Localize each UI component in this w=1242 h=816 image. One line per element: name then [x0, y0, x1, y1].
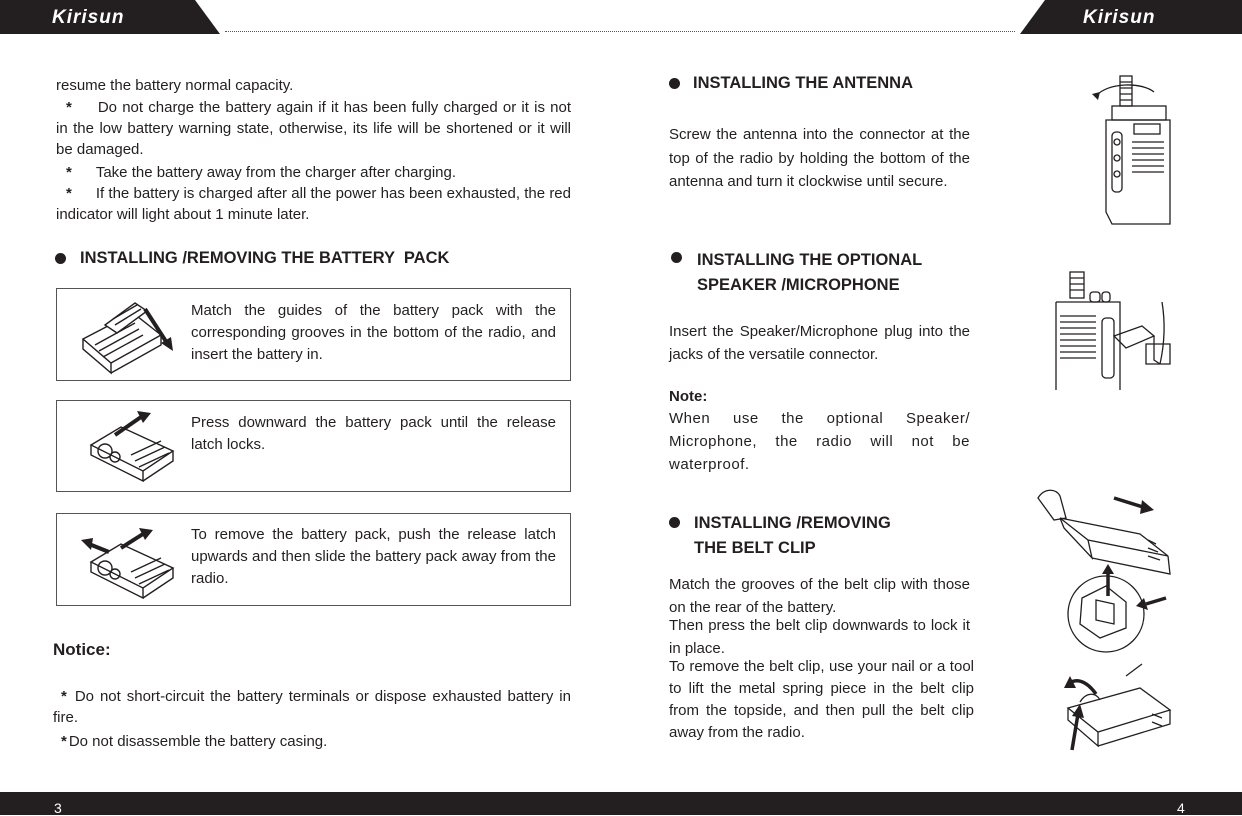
- battery-step-box: [56, 513, 571, 606]
- belt-clip-illustration: [1030, 488, 1180, 760]
- battery-step-text: Match the guides of the battery pack with the corresponding grooves in the bottom of the radio, and insert the battery in.: [191, 302, 556, 363]
- notice-star: *: [61, 688, 67, 705]
- note-star: *: [66, 99, 72, 116]
- note-star: *: [66, 185, 72, 202]
- antenna-instructions: Screw the antenna into the connector at the top of the radio by holding the bottom of the antenna and turn it clockwise until secure.: [669, 126, 970, 190]
- charging-note: [56, 162, 571, 183]
- battery-section-heading: INSTALLING /REMOVING THE BATTERY PACK: [80, 249, 450, 267]
- note-star: *: [66, 164, 72, 181]
- antenna-radio-illustration: [1090, 72, 1180, 232]
- battery-step-box: [56, 288, 571, 381]
- antenna-heading: INSTALLING THE ANTENNA: [693, 74, 913, 92]
- page-number-right: 4: [1177, 800, 1185, 816]
- bullet-icon: [55, 253, 66, 264]
- note-text: Take the battery away from the charger after charging.: [95, 164, 457, 181]
- speaker-heading-line: SPEAKER /MICROPHONE: [697, 276, 900, 294]
- battery-lock-illustration: [81, 411, 191, 487]
- battery-step-text: To remove the battery pack, push the release latch upwards and then slide the battery pack away from the radio.: [191, 526, 556, 587]
- header-dotted-rule: [225, 31, 1015, 32]
- belt-clip-instruction: Then press the belt clip downwards to lock it in place.: [669, 617, 970, 657]
- note-text: Do not charge the battery again if it has been fully charged or it is not in the low battery warning state, otherwise, its life will be shortened or it will be damaged.: [56, 99, 571, 158]
- charging-note: [56, 97, 571, 160]
- belt-clip-heading-line: INSTALLING /REMOVING: [694, 514, 891, 532]
- speaker-heading-line: INSTALLING THE OPTIONAL: [697, 251, 923, 269]
- battery-remove-illustration: [81, 524, 191, 600]
- footer-bar: [0, 792, 1242, 815]
- speaker-heading: [697, 248, 922, 298]
- intro-line: resume the battery normal capacity.: [56, 77, 294, 94]
- battery-step-text: Press downward the battery pack until the release latch locks.: [191, 414, 556, 453]
- bullet-icon: [669, 78, 680, 89]
- notice-item: [53, 731, 571, 752]
- brand-logo-right: Kirisun: [1083, 7, 1156, 28]
- notice-title: Notice:: [53, 640, 111, 659]
- note-label: Note:: [669, 388, 708, 405]
- battery-insert-illustration: [75, 295, 195, 377]
- notice-text: Do not short-circuit the battery terminals or dispose exhausted battery in fire.: [53, 688, 571, 726]
- page-number-left: 3: [54, 800, 62, 816]
- belt-clip-heading-line: THE BELT CLIP: [694, 539, 816, 557]
- notice-star: *: [61, 733, 67, 750]
- belt-clip-instruction: Match the grooves of the belt clip with those on the rear of the battery.: [669, 576, 970, 616]
- speaker-instructions: Insert the Speaker/Microphone plug into the jacks of the versatile connector.: [669, 323, 970, 363]
- belt-clip-heading: [694, 511, 891, 561]
- bullet-icon: [669, 517, 680, 528]
- brand-logo-left: Kirisun: [52, 7, 125, 28]
- notice-item: [53, 686, 571, 728]
- battery-step-box: [56, 400, 571, 492]
- header-bar: [0, 0, 1242, 34]
- note-text: If the battery is charged after all the power has been exhausted, the red indicator will light about 1 minute later.: [56, 185, 571, 223]
- speaker-mic-radio-illustration: [1050, 266, 1180, 392]
- note-text: When use the optional Speaker/ Microphone, the radio will not be waterproof.: [669, 410, 970, 473]
- charging-note: [56, 183, 571, 225]
- belt-clip-instruction: To remove the belt clip, use your nail or a tool to lift the metal spring piece in the belt clip from the topside, and then pull the belt clip away from the radio.: [669, 658, 974, 741]
- bullet-icon: [671, 252, 682, 263]
- notice-text: Do not disassemble the battery casing.: [68, 733, 328, 750]
